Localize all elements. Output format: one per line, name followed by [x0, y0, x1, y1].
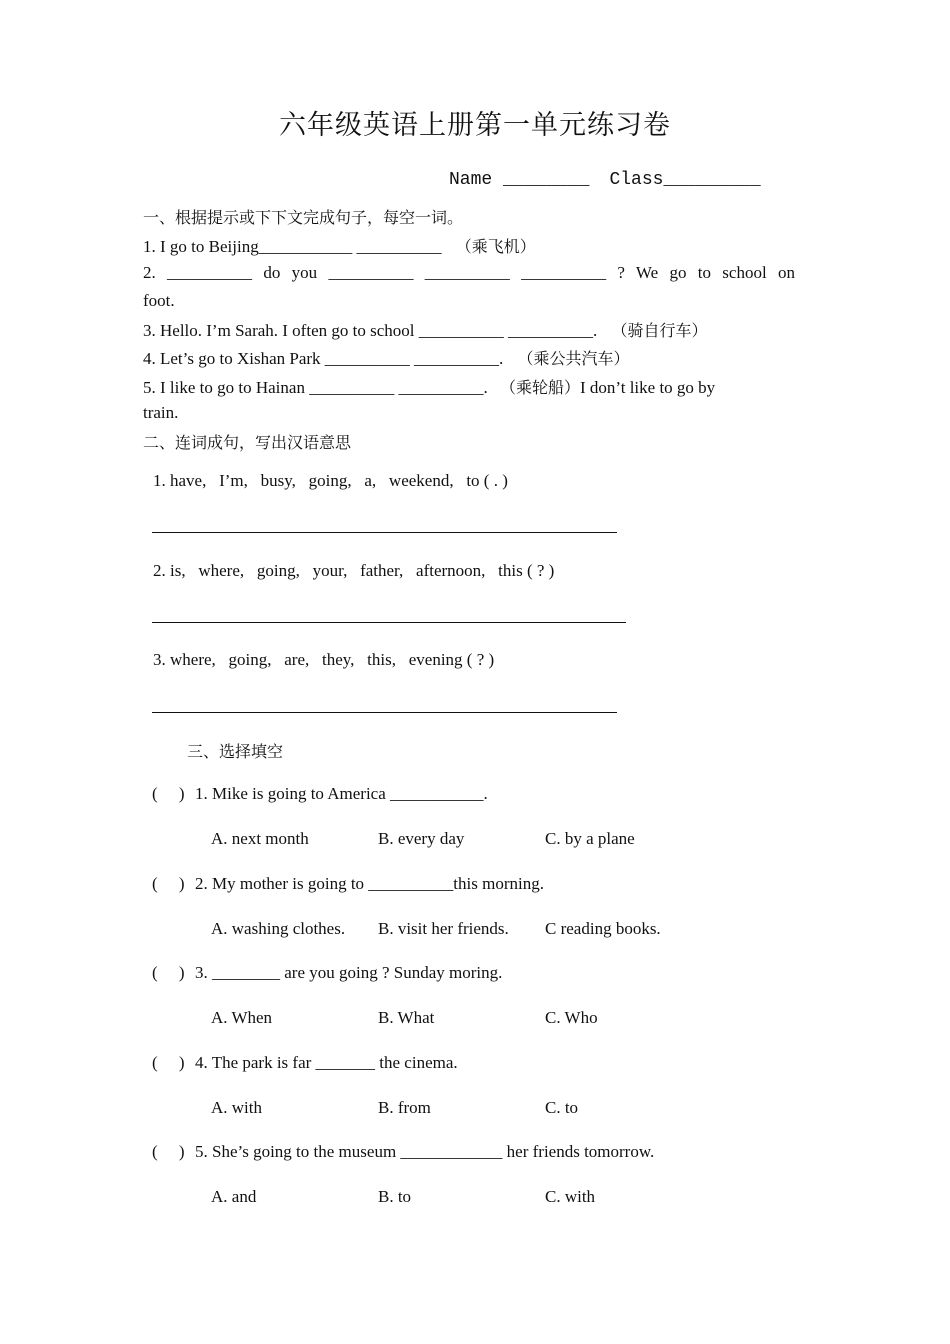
answer-line	[152, 622, 626, 623]
section1-item-2-continuation: foot.	[143, 291, 175, 310]
item-hint: （乘轮船）	[499, 378, 580, 397]
section3-question-5	[152, 1142, 654, 1162]
option-b: B. to	[378, 1187, 412, 1206]
option-c: C reading books.	[545, 919, 661, 938]
section3-question-4	[152, 1053, 458, 1073]
question-text: 1. Mike is going to America ___________.	[195, 784, 488, 803]
question-text: 2. My mother is going to __________this morning.	[195, 874, 544, 893]
section1-item-1	[143, 234, 536, 257]
answer-line	[152, 712, 617, 713]
option-b: B. visit her friends.	[378, 919, 509, 938]
item-hint: （乘飞机）	[455, 237, 536, 256]
page-title: 六年级英语上册第一单元练习卷	[279, 110, 671, 141]
option-c: C. to	[545, 1098, 579, 1117]
question-text: 4. The park is far _______ the cinema.	[195, 1053, 458, 1072]
section3-heading: 三、选择填空	[187, 742, 284, 761]
question-text: 5. She’s going to the museum ____________ her friends tomorrow.	[195, 1142, 655, 1161]
option-c: C. with	[545, 1187, 596, 1206]
answer-bracket: ( )	[152, 963, 185, 982]
section1-item-5	[143, 375, 799, 398]
answer-bracket: ( )	[152, 1053, 185, 1072]
option-a: A. washing clothes.	[211, 919, 346, 938]
item-text: 4. Let’s go to Xishan Park __________ __________.	[143, 349, 504, 368]
section2-item-2: 2. is, where, going, your, father, afternoon, this ( ? )	[153, 561, 555, 580]
option-a: A. When	[211, 1008, 273, 1027]
item-text: 3. Hello. I’m Sarah. I often go to school __________ __________.	[143, 321, 598, 340]
section1-item-3	[143, 318, 707, 341]
question-text: 3. ________ are you going ? Sunday moring.	[195, 963, 503, 982]
section3-question-2	[152, 874, 544, 894]
name-field-label: Name ________	[449, 170, 590, 190]
option-b: B. every day	[378, 829, 465, 848]
section1-item-2: 2. __________ do you __________ __________ __________ ? We go to school on	[143, 263, 795, 282]
item-hint: （乘公共汽车）	[517, 349, 630, 368]
section2-item-3: 3. where, going, are, they, this, evening ( ? )	[153, 650, 495, 669]
answer-bracket: ( )	[152, 784, 185, 803]
answer-bracket: ( )	[152, 1142, 185, 1161]
name-class-bar	[449, 170, 761, 190]
option-b: B. from	[378, 1098, 431, 1117]
option-a: A. next month	[211, 829, 309, 848]
answer-bracket: ( )	[152, 874, 185, 893]
item-text: 5. I like to go to Hainan __________ __________.	[143, 378, 488, 397]
option-b: B. What	[378, 1008, 435, 1027]
section2-heading: 二、连词成句，写出汉语意思	[143, 433, 352, 452]
section3-question-1	[152, 784, 488, 804]
option-a: A. and	[211, 1187, 257, 1206]
section1-heading: 一、根据提示或下下文完成句子，每空一词。	[143, 208, 464, 227]
item-tail: I don’t like to go by	[579, 378, 716, 397]
section2-item-1: 1. have, I’m, busy, going, a, weekend, to ( . )	[153, 471, 508, 490]
item-hint: （骑自行车）	[611, 321, 708, 340]
section1-item-4	[143, 346, 630, 369]
class-field-label: Class_________	[609, 170, 761, 190]
answer-line	[152, 532, 617, 533]
section3-question-3	[152, 963, 502, 983]
option-a: A. with	[211, 1098, 262, 1117]
item-text: 1. I go to Beijing___________ __________	[143, 237, 442, 256]
option-c: C. by a plane	[545, 829, 635, 848]
option-c: C. Who	[545, 1008, 598, 1027]
section1-item-5-continuation: train.	[143, 403, 179, 422]
